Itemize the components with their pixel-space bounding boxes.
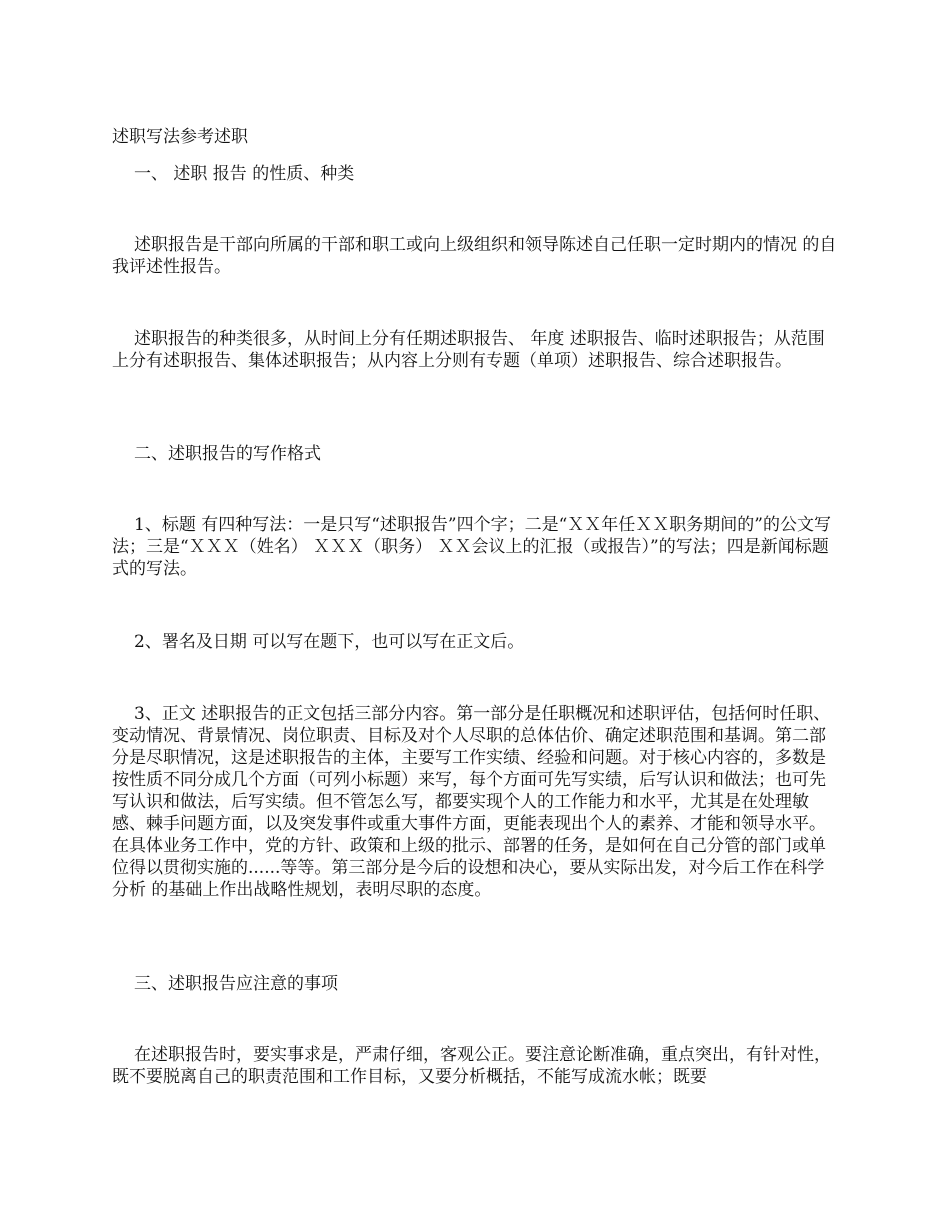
section-heading-2: 二、述职报告的写作格式 xyxy=(134,444,321,464)
item-title-format: 1、标题 有四种写法：一是只写“述职报告”四个字；二是“ＸＸ年任ＸＸ职务期间的”的公文写法；三是“ＸＸＸ（姓名） ＸＸＸ（职务） ＸＸ会议上的汇报（或报告）”的写法；四是新闻标题式的写法。 xyxy=(112,515,831,579)
section-heading-1: 一、 述职 报告 的性质、种类 xyxy=(134,164,355,184)
document-title: 述职写法参考述职 xyxy=(112,127,248,147)
item-signature-date: 2、署名及日期 可以写在题下，也可以写在正文后。 xyxy=(134,632,525,652)
paragraph-types: 述职报告的种类很多，从时间上分有任期述职报告、 年度 述职报告、临时述职报告；从范围上分有述职报告、集体述职报告；从内容上分则有专题（单项）述职报告、综合述职报告。 xyxy=(112,329,825,371)
paragraph-definition: 述职报告是干部向所属的干部和职工或向上级组织和领导陈述自己任职一定时期内的情况 的自我评述性报告。 xyxy=(112,235,837,277)
item-body-content: 3、正文 述职报告的正文包括三部分内容。第一部分是任职概况和述职评估，包括何时任职、变动情况、背景情况、岗位职责、目标及对个人尽职的总体估价、确定述职范围和基调。第二部分是尽职情况，这是述职报告的主体，主要写工作实绩、经验和问题。对于核心内容的，多数是按性质不同分成几个方面（可列小标题）来写，每个方面可先写实绩，后写认识和做法；也可先写认识和做法，后写实绩。但不管怎么写，都要实现个人的工作能力和水平，尤其是在处理敏感、棘手问题方面，以及突发事件或重大事件方面，更能表现出个人的素养、才能和领导水平。在具体业务工作中，党的方针、政策和上级的批示、部署的任务，是如何在自己分管的部门或单位得以贯彻实施的......等等。第三部分是今后的设想和决心，要从实际出发，对今后工作在科学 分析 的基础上作出战略性规划，表明尽职的态度。 xyxy=(112,704,831,900)
paragraph-notes: 在述职报告时，要实事求是，严肃仔细，客观公正。要注意论断准确，重点突出，有针对性，既不要脱离自己的职责范围和工作目标，又要分析概括，不能写成流水帐；既要 xyxy=(112,1045,831,1087)
section-heading-3: 三、述职报告应注意的事项 xyxy=(134,974,338,994)
